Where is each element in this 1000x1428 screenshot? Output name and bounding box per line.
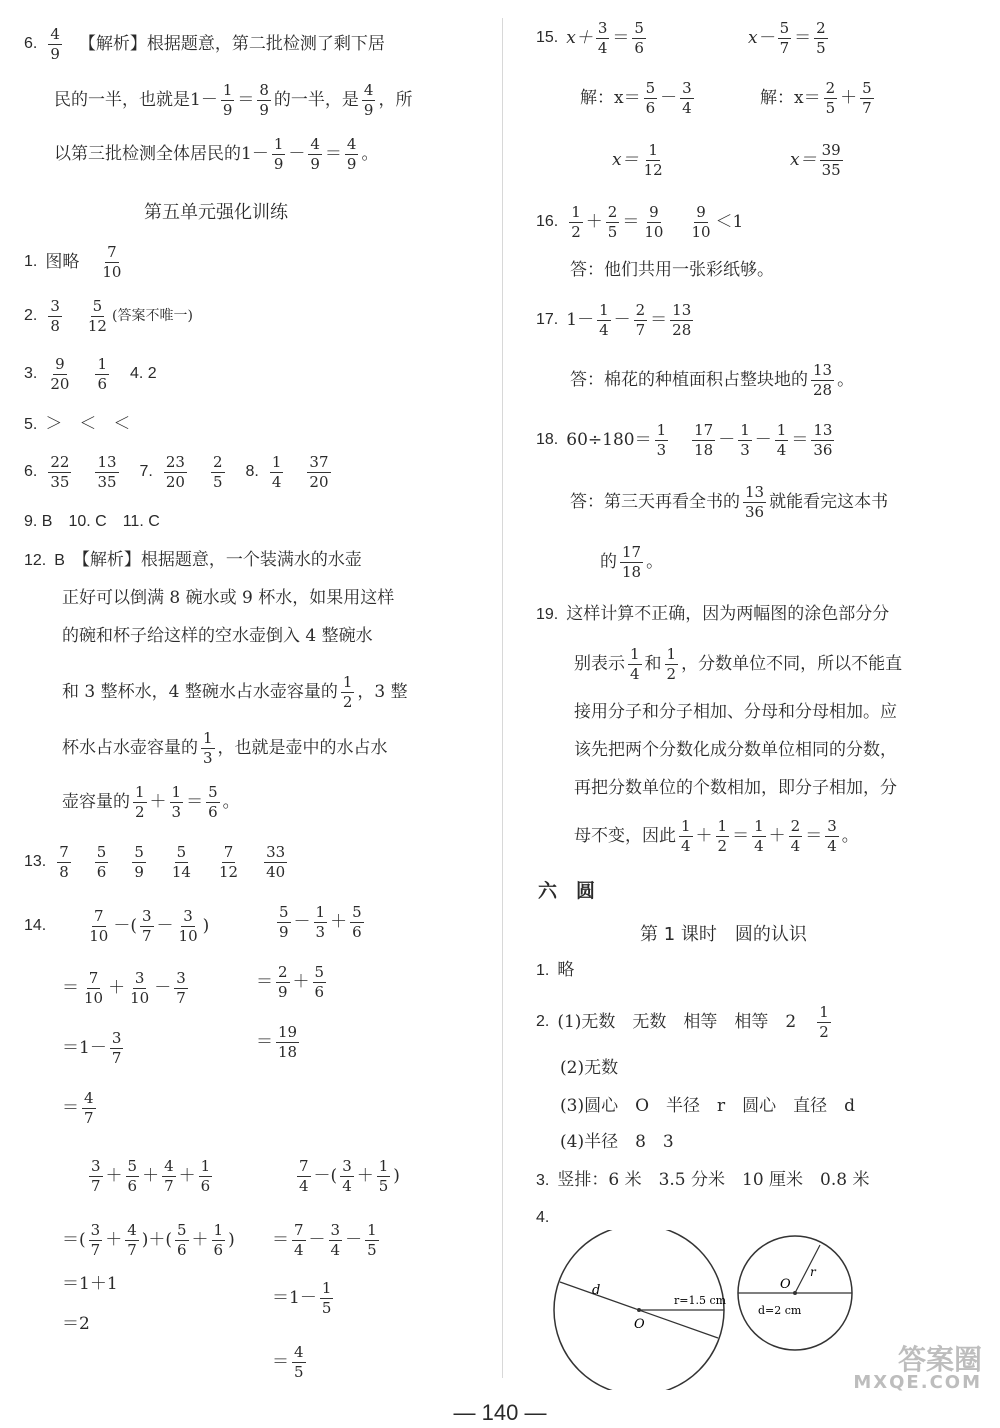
q14-c4: ＝2 [62,1314,90,1334]
q14-b2: ＝ 2 9 ＋ 5 6 [256,963,325,1001]
q6-q8: 6. 22 35 13 35 7. 23 20 2 5 8. 1 4 37 20 [24,453,329,491]
q17-answer: 答：棉花的种植面积占整块地的 13 28 。 [570,361,855,399]
circle-figure [550,1230,860,1390]
q18-answer: 答：第三天再看全书的 13 36 就能看完这本书 [570,483,889,521]
large-center [637,1308,641,1312]
q17: 17. 1－ 1 4 － 2 7 ＝ 13 28 [536,301,692,339]
q6-line2: 民的一半，也就是 1－ 1 9 ＝ 8 9 的一半，是 4 9 ，所 [54,81,413,119]
r-q1: 1. 略 [536,960,575,980]
q18: 18. 60÷180＝ 1 3 17 18 － 1 3 － 1 4 ＝ 13 36 [536,421,833,459]
q15-res2: x＝ 39 35 [790,141,841,179]
q19-line2: 别表示 1 4 和 1 2 ，分数单位不同，所以不能直 [574,645,903,683]
q14-d2: ＝ 7 4 － 3 4 － 1 5 [272,1221,377,1259]
fraction: 4 9 [50,25,60,63]
r-q2: 2. (1)无数 无数 相等 相等 2 1 2 [536,1003,829,1041]
r-q3: 3. 竖排：6 米 3.5 分米 10 厘米 0.8 米 [536,1170,870,1190]
q18-answer-2: 的 17 18 。 [600,543,664,581]
q19-line1: 19. 这样计算不正确，因为两幅图的涂色部分分 [536,604,890,624]
q14-b1: 5 9 － 1 3 ＋ 5 6 [279,903,362,941]
q9-q11: 9. B 10. C 11. C [24,513,160,530]
q14-b3: ＝ 19 18 [256,1023,298,1061]
watermark: 答案圈 MXQE.COM [853,1343,982,1393]
q13: 13. 7 8 5 6 5 9 5 14 7 12 33 40 [24,843,286,881]
label-d-2: d=2 cm [758,1304,802,1317]
q2: 2. 3 8 5 12 (答案不唯一) [24,297,193,335]
small-radius [795,1245,820,1293]
q14-a3: ＝1－ 3 7 [62,1029,122,1067]
q15-eq2: x－ 5 7 ＝ 2 5 [748,19,826,57]
label-r-1-5: r=1.5 cm [674,1294,727,1307]
q3-q4: 3. 9 20 1 6 4. 2 [24,355,157,393]
q14-a1: 14. 7 10 －( 3 7 － 3 10 ) [24,907,210,945]
q14-a2: ＝ 7 10 ＋ 3 10 － 3 7 [62,969,186,1007]
q19-line6: 母不变，因此 1 4 ＋ 1 2 ＝ 1 4 ＋ 2 4 ＝ 3 4 。 [574,817,859,855]
q19-line4: 该先把两个分数化成分数单位相同的分数， [574,740,897,760]
q5: 5. ＞ ＜ ＜ [24,414,131,434]
q14-c1: 3 7 ＋ 5 6 ＋ 4 7 ＋ 1 6 [91,1157,211,1195]
r-q4: 4. [536,1209,550,1226]
q6-line1: 6. 4 9 【解析】 根据题意，第二批检测了剩下居 [24,25,385,63]
q14-a4: ＝ 4 7 [62,1089,94,1127]
q14-d3: ＝1－ 1 5 [272,1279,332,1317]
q15-sol1: 解：x＝ 5 6 － 3 4 [580,79,692,117]
column-divider [502,18,503,1378]
q14-c2: ＝( 3 7 ＋ 4 7 )＋( 5 6 ＋ 1 6 ) [62,1221,235,1259]
q12-line3: 的碗和杯子给这样的空水壶倒入 4 整碗水 [62,626,373,646]
q14-d1: 7 4 －( 3 4 ＋ 1 5 ) [299,1157,400,1195]
q14-c3: ＝1＋1 [62,1274,118,1294]
q12-line2: 正好可以倒满 8 碗水或 9 杯水，如果用这样 [62,588,395,608]
q15-sol2: 解：x＝ 2 5 ＋ 5 7 [760,79,872,117]
label-o: O [634,1317,645,1332]
chapter-title: 六 圆 [538,880,596,902]
q1: 1. 图略 7 10 [24,243,122,281]
lesson-title: 第 1 课时 圆的认识 [640,924,807,945]
r-q2-2: (2)无数 [560,1058,619,1078]
page-number: — 140 — [453,1400,547,1425]
q19-line3: 接用分子和分子相加、分母和分母相加。应 [574,702,897,722]
r-q2-4: (4)半径 8 3 [560,1132,674,1152]
q16: 16. 1 2 ＋ 2 5 ＝ 9 10 9 10 ＜1 [536,203,744,241]
r-q2-3: (3)圆心 O 半径 r 圆心 直径 d [560,1096,856,1116]
label-o-2: O [780,1277,791,1292]
q12-line4: 和 3 整杯水，4 整碗水占水壶容量的 1 2 ，3 整 [62,673,408,711]
q15-res1: x＝ 1 12 [612,141,663,179]
small-center [793,1291,797,1295]
q12-line6: 壶容量的 1 2 ＋ 1 3 ＝ 5 6 。 [62,783,240,821]
q19-line5: 再把分数单位的个数相加，即分子相加，分 [574,778,897,798]
q15-eq1: 15. x＋ 3 4 ＝ 5 6 [536,19,644,57]
analysis-tag: 【解析】 [78,33,147,54]
q14-d4: ＝ 4 5 [272,1343,304,1381]
q16-answer: 答：他们共用一张彩纸够。 [570,260,774,280]
q6-line3: 以第三批检测全体居民的 1－ 1 9 － 4 9 ＝ 4 9 。 [54,135,379,173]
q12-line5: 杯水占水壶容量的 1 3 ，也就是壶中的水占水 [62,729,388,767]
section-title: 第五单元强化训练 [144,202,288,223]
label-r: r [810,1265,816,1279]
label-d: d [592,1283,601,1298]
q6-number: 6. [24,35,38,52]
q12-line1: 12. B 【解析】 根据题意，一个装满水的水壶 [24,550,362,570]
